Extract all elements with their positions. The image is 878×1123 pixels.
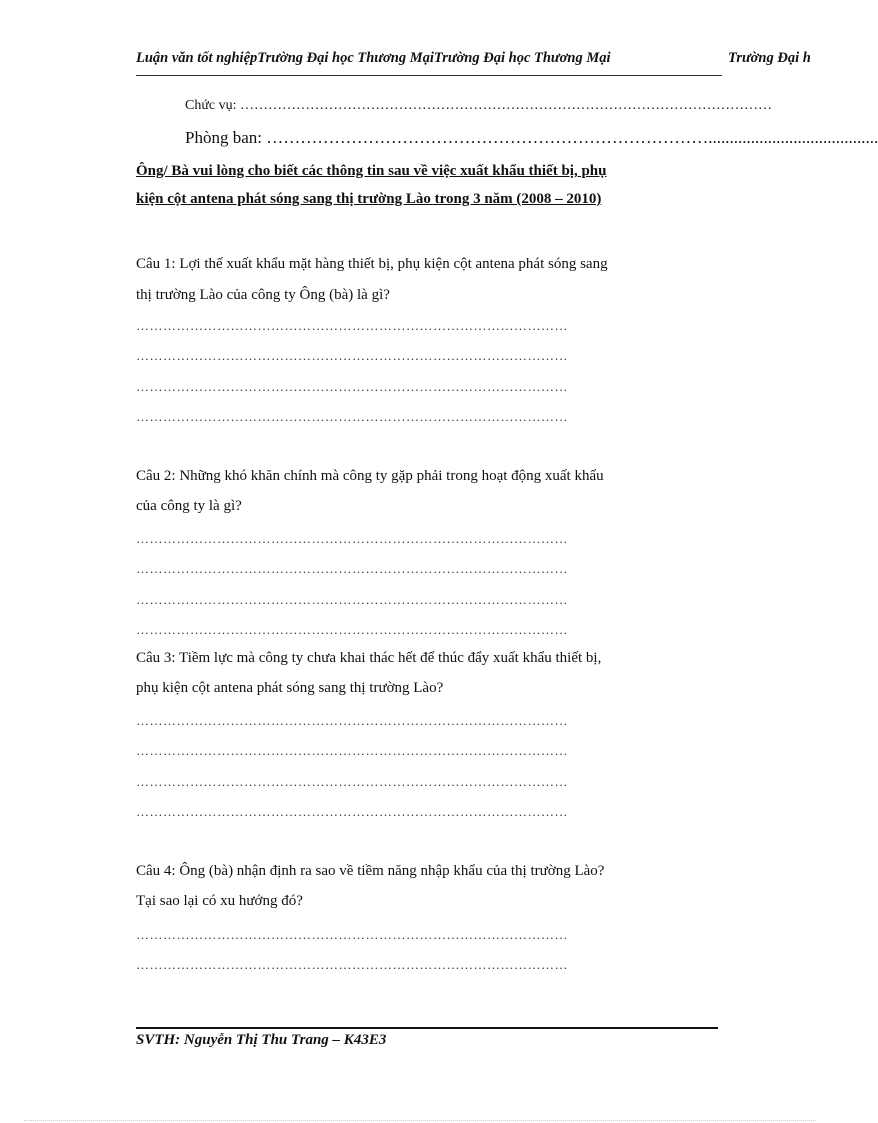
position-label: Chức vụ:: [185, 98, 237, 113]
footer-divider: [136, 1027, 718, 1029]
answer-line: ……………………………………………………………………………………: [136, 531, 568, 546]
answer-line: ……………………………………………………………………………………: [136, 379, 568, 394]
answer-line: ……………………………………………………………………………………: [136, 592, 568, 607]
question-3-line-1: Câu 3: Tiềm lực mà công ty chưa khai thác hết để thúc đẩy xuất khẩu thiết bị,: [136, 650, 602, 666]
department-label: Phòng ban:: [185, 128, 262, 147]
question-1-line-1: Câu 1: Lợi thế xuất khẩu mặt hàng thiết bị, phụ kiện cột antena phát sóng sang: [136, 256, 608, 272]
page-header-title: Luận văn tốt nghiệpTrường Đại học Thương MạiTrường Đại học Thương Mại: [136, 50, 611, 66]
position-dots: ……………………………………………………………………………………………………: [240, 98, 773, 113]
intro-line-2: kiện cột antena phát sóng sang thị trường Lào trong 3 năm (2008 – 2010): [136, 191, 602, 207]
header-divider: [136, 75, 722, 76]
answer-line: ……………………………………………………………………………………: [136, 622, 568, 637]
page-header-right: Trường Đại h: [728, 50, 811, 66]
question-2-line-1: Câu 2: Những khó khăn chính mà công ty gặp phải trong hoạt động xuất khẩu: [136, 468, 604, 484]
answer-line: ……………………………………………………………………………………: [136, 804, 568, 819]
answer-line: ……………………………………………………………………………………: [136, 713, 568, 728]
department-dots: ……………………………………………………………………........................................: [266, 128, 878, 147]
question-1-line-2: thị trường Lào của công ty Ông (bà) là gì?: [136, 287, 390, 303]
answer-line: ……………………………………………………………………………………: [136, 318, 568, 333]
footer-student-info: SVTH: Nguyễn Thị Thu Trang – K43E3: [136, 1032, 387, 1048]
question-3-line-2: phụ kiện cột antena phát sóng sang thị trường Lào?: [136, 680, 444, 696]
answer-line: ……………………………………………………………………………………: [136, 348, 568, 363]
answer-line: ……………………………………………………………………………………: [136, 743, 568, 758]
question-4-line-2: Tại sao lại có xu hướng đó?: [136, 893, 303, 909]
answer-line: ……………………………………………………………………………………: [136, 774, 568, 789]
answer-line: ……………………………………………………………………………………: [136, 927, 568, 942]
question-2-line-2: của công ty là gì?: [136, 498, 242, 514]
question-4-line-1: Câu 4: Ông (bà) nhận định ra sao về tiềm năng nhập khẩu của thị trường Lào?: [136, 863, 605, 879]
page-bottom-border: [24, 1120, 816, 1121]
intro-line-1: Ông/ Bà vui lòng cho biết các thông tin sau về việc xuất khẩu thiết bị, phụ: [136, 163, 607, 179]
answer-line: ……………………………………………………………………………………: [136, 957, 568, 972]
answer-line: ……………………………………………………………………………………: [136, 409, 568, 424]
department-field: [185, 128, 878, 148]
answer-line: ……………………………………………………………………………………: [136, 561, 568, 576]
position-field: [185, 98, 772, 114]
